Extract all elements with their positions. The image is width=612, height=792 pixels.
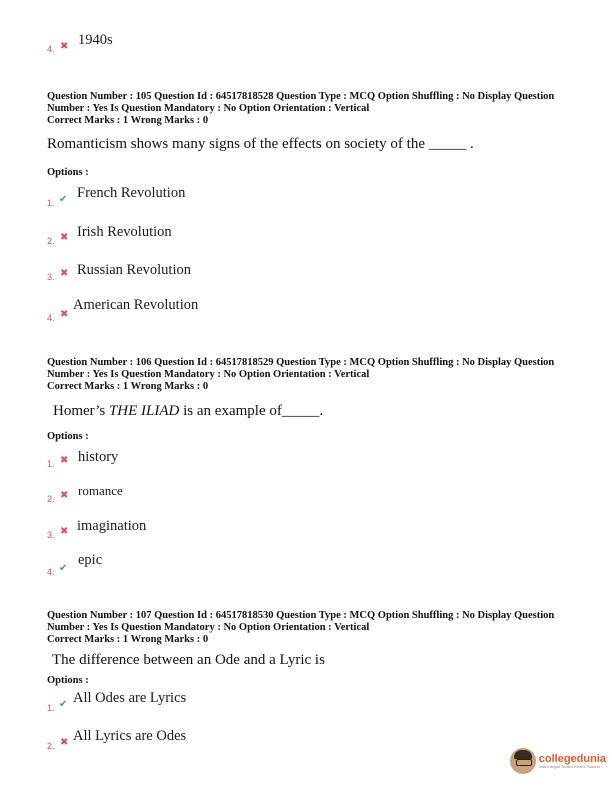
options-label: Options : — [47, 167, 89, 178]
option-text: history — [78, 449, 119, 465]
collegedunia-logo — [510, 748, 606, 774]
option-number: 2. — [47, 236, 55, 246]
question-meta-line-1: Question Number : 106 Question Id : 64517818529 Question Type : MCQ Option Shuffling : No Display Question — [47, 357, 555, 368]
option-text: romance — [78, 483, 123, 498]
logo-name: collegedunia — [538, 753, 606, 765]
question-meta-line-1: Question Number : 105 Question Id : 64517818528 Question Type : MCQ Option Shuffling : No Display Question — [47, 91, 555, 102]
option-text: Russian Revolution — [77, 262, 191, 278]
wrong-mark-icon: ✖ — [60, 232, 69, 243]
question-meta-line-2: Number : Yes Is Question Mandatory : No Option Orientation : Vertical — [47, 369, 370, 380]
logo-tagline: India's largest Student Review Platform — [538, 765, 600, 769]
correct-check-icon: ✔ — [59, 563, 68, 574]
question-meta-line-1: Question Number : 107 Question Id : 64517818530 Question Type : MCQ Option Shuffling : No Display Question — [47, 610, 555, 621]
question-marks: Correct Marks : 1 Wrong Marks : 0 — [47, 634, 209, 645]
option-number: 2. — [47, 494, 55, 504]
wrong-mark-icon: ✖ — [60, 455, 69, 466]
option-number: 3. — [47, 272, 55, 282]
question-meta-line-2: Number : Yes Is Question Mandatory : No Option Orientation : Vertical — [47, 103, 370, 114]
wrong-mark-icon: ✖ — [60, 41, 69, 52]
option-number: 4. — [47, 313, 55, 323]
option-text: All Lyrics are Odes — [73, 728, 187, 744]
options-label: Options : — [47, 675, 89, 686]
question-text-end: is an example of_____. — [179, 403, 324, 419]
options-label: Options : — [47, 431, 89, 442]
question-text-start: Homer’s — [53, 403, 109, 419]
option-number: 4. — [47, 44, 55, 54]
question-meta — [47, 357, 554, 393]
question-marks: Correct Marks : 1 Wrong Marks : 0 — [47, 381, 209, 392]
question-marks: Correct Marks : 1 Wrong Marks : 0 — [47, 115, 209, 126]
wrong-mark-icon: ✖ — [60, 526, 69, 537]
mascot-face-icon — [510, 748, 536, 774]
question-meta-line-2: Number : Yes Is Question Mandatory : No Option Orientation : Vertical — [47, 622, 370, 633]
option-text: 1940s — [78, 32, 113, 48]
wrong-mark-icon: ✖ — [60, 309, 69, 320]
question-meta — [47, 610, 554, 646]
option-number: 1. — [47, 459, 55, 469]
question-text — [53, 403, 323, 420]
option-text: American Revolution — [73, 297, 199, 313]
question-text: The difference between an Ode and a Lyric is — [52, 652, 325, 668]
option-number: 2. — [47, 741, 55, 751]
wrong-mark-icon: ✖ — [60, 268, 69, 279]
question-text-title: THE ILIAD — [108, 403, 180, 419]
option-number: 4. — [47, 567, 55, 577]
option-number: 1. — [47, 703, 55, 713]
wrong-mark-icon: ✖ — [60, 490, 69, 501]
question-meta — [47, 91, 554, 127]
option-text: imagination — [77, 518, 147, 534]
option-text: epic — [78, 552, 103, 568]
question-text: Romanticism shows many signs of the effects on society of the _____ . — [47, 136, 474, 152]
option-text: Irish Revolution — [77, 224, 172, 240]
correct-check-icon: ✔ — [59, 194, 68, 205]
option-number: 1. — [47, 198, 55, 208]
correct-check-icon: ✔ — [59, 699, 68, 710]
option-number: 3. — [47, 530, 55, 540]
option-text: French Revolution — [77, 185, 186, 201]
wrong-mark-icon: ✖ — [60, 737, 69, 748]
option-text: All Odes are Lyrics — [73, 690, 187, 706]
